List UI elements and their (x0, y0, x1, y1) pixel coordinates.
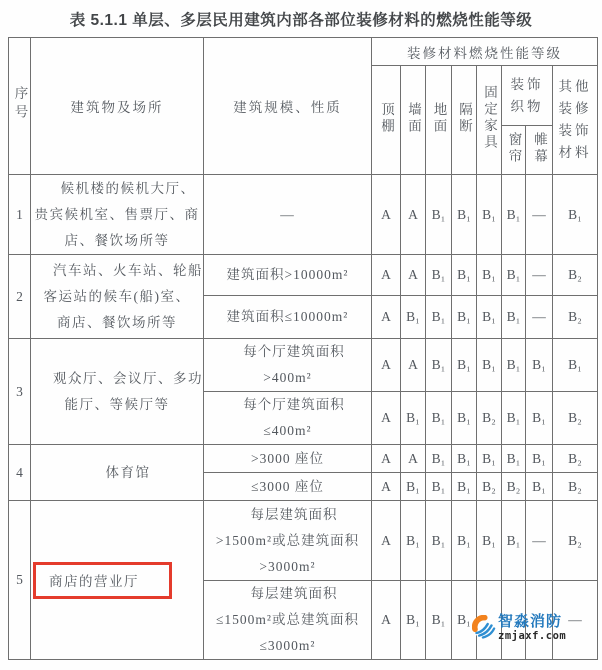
place-line: 贵宾候机室、售票厅、商 (34, 206, 200, 222)
rating-cell: A (401, 255, 426, 296)
rating-cell: B₁ (452, 255, 477, 296)
col-header-seq (9, 38, 31, 175)
cell-scale (204, 296, 372, 339)
rating-cell: — (526, 255, 553, 296)
rating-cell: B₁ (401, 473, 426, 501)
col-header-floor (426, 66, 452, 175)
col-header-partition-label: 隔断 (457, 101, 472, 135)
cell-place (31, 255, 204, 339)
place-line: 商店、餐饮场所等 (57, 314, 177, 330)
col-header-seq-label: 序号 (12, 85, 28, 123)
rating-cell: A (372, 473, 401, 501)
cell-seq: 4 (9, 445, 31, 501)
place-line: 汽车站、火车站、轮船 (53, 262, 203, 278)
cell-seq: 2 (9, 255, 31, 339)
rating-cell: B₁ (502, 501, 526, 581)
rating-cell: B₁ (502, 296, 526, 339)
rating-cell: B₂ (553, 473, 598, 501)
rating-cell: B₁ (477, 296, 502, 339)
scale-line: ≤1500m²或总建筑面积 (216, 612, 359, 627)
scale-line: 每层建筑面积 (250, 506, 338, 522)
place-line: 观众厅、会议厅、多功 (53, 370, 203, 386)
rating-cell: B₁ (477, 501, 502, 581)
table-row (9, 501, 598, 581)
cell-place (31, 339, 204, 445)
cell-scale (204, 445, 372, 473)
rating-cell: B₁ (452, 296, 477, 339)
rating-cell: — (553, 581, 598, 660)
cell-place (31, 175, 204, 255)
col-header-floor-label: 地面 (431, 101, 447, 135)
col-header-partition (452, 66, 477, 175)
rating-cell: B₂ (553, 255, 598, 296)
rating-cell: B₁ (426, 501, 452, 581)
rating-cell: B₁ (426, 392, 452, 445)
scale-line: ≤3000 座位 (251, 478, 324, 494)
rating-cell: A (372, 339, 401, 392)
col-header-wall (401, 66, 426, 175)
zmjaxf-logo-icon (472, 615, 496, 644)
rating-cell: A (372, 445, 401, 473)
col-header-fixed-furniture-label: 固定家具 (482, 85, 497, 151)
cell-scale (204, 339, 372, 392)
rating-cell: B₁ (477, 445, 502, 473)
rating-cell: B₂ (502, 473, 526, 501)
rating-cell: A (401, 445, 426, 473)
table-row (9, 255, 598, 296)
rating-cell: B₁ (502, 392, 526, 445)
fabric-group-line: 装饰 (510, 76, 544, 92)
cell-place (31, 445, 204, 501)
rating-cell: B₁ (477, 339, 502, 392)
rating-cell: B₁ (426, 175, 452, 255)
rating-cell: B₁ (426, 473, 452, 501)
cell-scale (204, 581, 372, 660)
other-header-line: 装修 (558, 101, 592, 116)
rating-cell: B₁ (553, 339, 598, 392)
scale-line: >3000 座位 (251, 450, 324, 466)
fire-rating-table (8, 37, 598, 660)
col-header-other (553, 66, 598, 175)
cell-scale (204, 175, 372, 255)
rating-cell: B₁ (426, 339, 452, 392)
other-header-line: 装饰 (558, 123, 592, 138)
place-line: 候机楼的候机大厅、 (60, 180, 196, 196)
watermark-text (498, 614, 566, 642)
rating-cell: B₁ (452, 175, 477, 255)
rating-cell: A (372, 392, 401, 445)
cell-scale (204, 501, 372, 581)
other-header-line: 材料 (558, 145, 592, 160)
scale-line: 每个厅建筑面积 (243, 344, 345, 359)
col-header-scale: 建筑规模、性质 (204, 38, 372, 175)
rating-cell: B₂ (553, 501, 598, 581)
rating-cell: A (372, 581, 401, 660)
scale-line: 每个厅建筑面积 (243, 397, 345, 412)
rating-cell: A (372, 175, 401, 255)
rating-cell: B₁ (426, 296, 452, 339)
place-line: 客运站的候车(船)室、 (43, 288, 191, 304)
scale-line: — (280, 206, 295, 222)
watermark (472, 607, 598, 649)
rating-cell: B₂ (477, 473, 502, 501)
col-header-drapery-label: 帷幕 (532, 131, 547, 165)
cell-seq: 3 (9, 339, 31, 445)
rating-cell: A (372, 255, 401, 296)
watermark-brand: 智淼消防 (498, 613, 563, 630)
rating-cell: A (372, 296, 401, 339)
cell-seq: 1 (9, 175, 31, 255)
rating-cell: B₁ (426, 445, 452, 473)
col-header-fabric-group (502, 66, 553, 126)
rating-cell: B₁ (401, 296, 426, 339)
rating-cell: B₁ (426, 581, 452, 660)
rating-cell: B₁ (452, 581, 477, 660)
cell-seq: 5 (9, 501, 31, 660)
col-header-ceiling (372, 66, 401, 175)
rating-cell: B₁ (526, 473, 553, 501)
scale-line: ≤400m² (263, 423, 312, 438)
table-title: 表 5.1.1 单层、多层民用建筑内部各部位装修材料的燃烧性能等级 (69, 12, 533, 29)
scale-line: >400m² (263, 370, 312, 385)
rating-cell: B₁ (502, 445, 526, 473)
scale-line: 建筑面积≤10000m² (226, 309, 349, 324)
cell-scale (204, 255, 372, 296)
col-header-fixed-furniture (477, 66, 502, 175)
rating-cell: B₂ (553, 392, 598, 445)
rating-cell: A (401, 175, 426, 255)
place-line: 店、餐饮场所等 (64, 232, 170, 248)
rating-cell: — (526, 501, 553, 581)
rating-cell: B₁ (401, 581, 426, 660)
header-row-group (9, 38, 598, 66)
rating-cell: — (526, 175, 553, 255)
rating-cell: B₁ (452, 445, 477, 473)
rating-cell: A (372, 501, 401, 581)
highlight-box (33, 562, 172, 599)
watermark-site: zmjaxf.com (498, 630, 567, 642)
rating-cell: B₁ (426, 255, 452, 296)
cell-scale (204, 392, 372, 445)
rating-cell: B₁ (401, 501, 426, 581)
rating-cell: B₁ (452, 501, 477, 581)
table-row (9, 339, 598, 392)
rating-cell: B₁ (502, 339, 526, 392)
col-header-curtain (502, 126, 526, 175)
rating-cell: B₁ (452, 392, 477, 445)
place-line: 体育馆 (105, 464, 151, 480)
rating-cell: B₁ (477, 175, 502, 255)
scale-line: 建筑面积>10000m² (226, 267, 349, 282)
rating-cell: A (401, 339, 426, 392)
col-header-ratings-group: 装修材料燃烧性能等级 (372, 38, 598, 66)
cell-scale (204, 473, 372, 501)
scale-line: 每层建筑面积 (250, 586, 338, 601)
rating-cell: B₁ (502, 175, 526, 255)
other-header-line: 其他 (558, 79, 592, 94)
scale-line: ≤3000m² (259, 638, 316, 653)
rating-cell: B₁ (526, 339, 553, 392)
cell-place (31, 501, 204, 660)
rating-cell: B₂ (477, 392, 502, 445)
rating-cell: B₂ (553, 445, 598, 473)
rating-cell: — (526, 296, 553, 339)
col-header-ceiling-label: 顶棚 (379, 101, 394, 135)
rating-cell: B₁ (526, 445, 553, 473)
rating-cell: B₂ (553, 296, 598, 339)
col-header-wall-label: 墙面 (406, 101, 421, 135)
scale-line: >3000m² (259, 558, 316, 574)
rating-cell: B₁ (401, 392, 426, 445)
table-row (9, 175, 598, 255)
place-line: 商店的营业厅 (49, 574, 139, 589)
col-header-drapery (526, 126, 553, 175)
rating-cell: B₁ (553, 175, 598, 255)
rating-cell: B₁ (477, 255, 502, 296)
rating-cell: B₁ (452, 339, 477, 392)
col-header-curtain-label: 窗帘 (506, 131, 522, 165)
place-line: 能厅、等候厅等 (64, 396, 170, 412)
table-row (9, 445, 598, 473)
scale-line: >1500m²或总建筑面积 (215, 532, 360, 548)
rating-cell: B₁ (452, 473, 477, 501)
fabric-group-line: 织物 (510, 98, 544, 114)
rating-cell: B₁ (502, 255, 526, 296)
rating-cell: B₁ (526, 392, 553, 445)
col-header-place: 建筑物及场所 (31, 38, 204, 175)
